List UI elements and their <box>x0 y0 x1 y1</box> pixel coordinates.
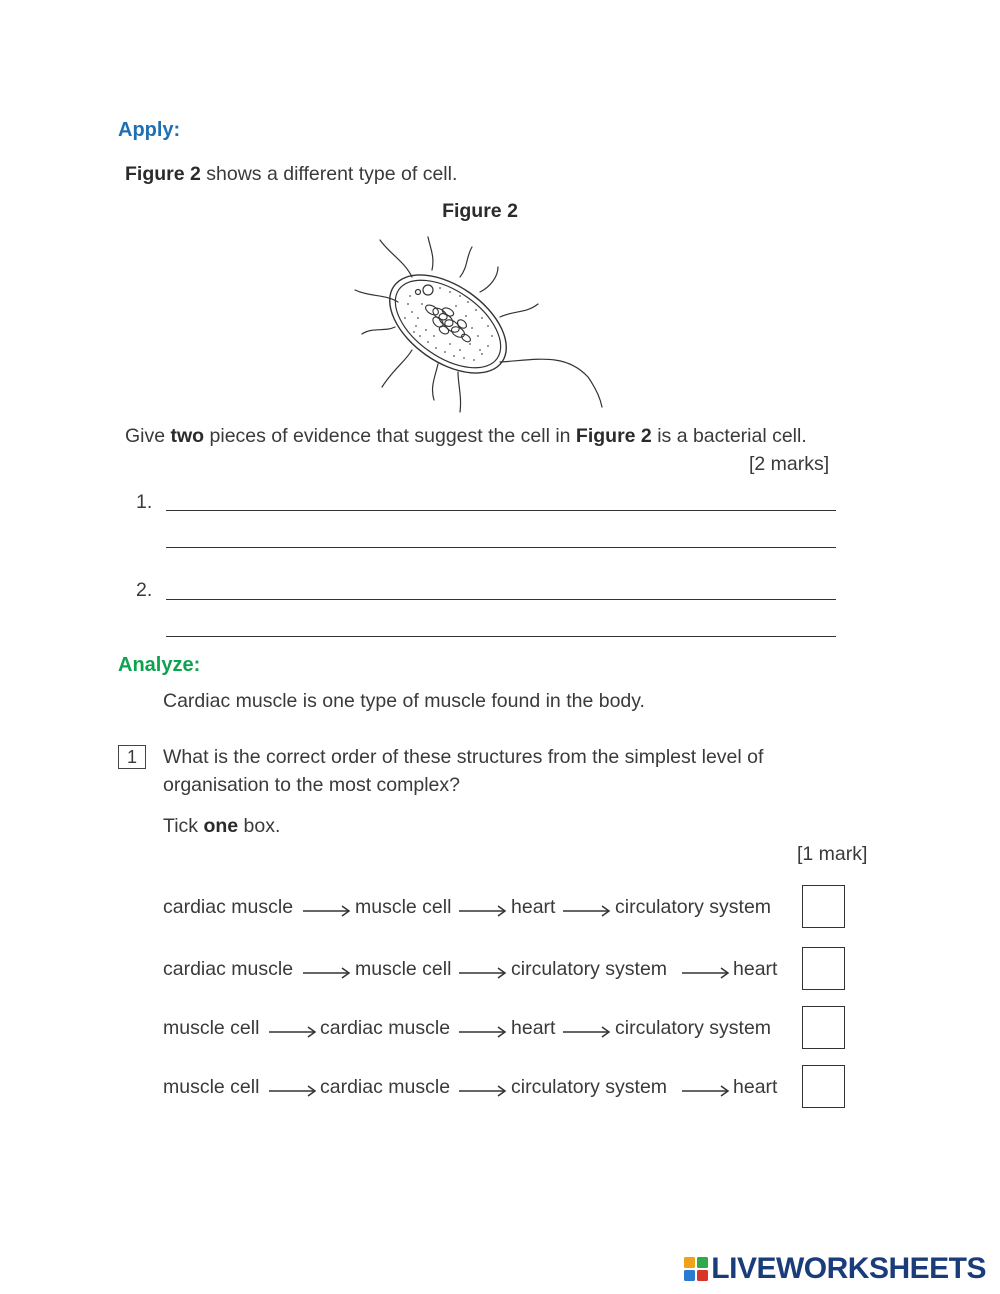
flagellum <box>380 240 412 277</box>
arrow-icon <box>459 967 507 979</box>
tick-text: box. <box>238 815 281 837</box>
flagellum <box>480 267 498 292</box>
apply-intro-bold: Figure 2 <box>125 163 201 185</box>
answer-line-2b[interactable] <box>166 636 836 637</box>
option-term: cardiac muscle <box>320 1017 451 1039</box>
option-term: heart <box>733 1076 778 1098</box>
arrow-icon <box>303 967 351 979</box>
bacterial-cell-figure <box>350 232 610 417</box>
option-term: muscle cell <box>355 896 452 918</box>
flagellum <box>458 372 461 412</box>
apply-question <box>125 425 807 448</box>
option-term: circulatory system <box>511 958 668 980</box>
question-number-box: 1 <box>118 745 146 769</box>
option-term: heart <box>511 896 556 918</box>
option-term: muscle cell <box>163 1017 260 1039</box>
arrow-icon <box>682 1085 730 1097</box>
tick-bold: one <box>203 815 239 837</box>
tick-instruction <box>163 815 280 838</box>
option-term: heart <box>733 958 778 980</box>
flagellum <box>362 327 395 334</box>
question-text: pieces of evidence that suggest the cell in <box>204 425 576 447</box>
ribosomes <box>404 287 493 361</box>
tick-box-1[interactable] <box>802 885 845 928</box>
logo-grid-icon <box>684 1257 708 1281</box>
option-term: circulatory system <box>615 896 772 918</box>
tick-text: Tick <box>163 815 204 837</box>
option-term: cardiac muscle <box>163 958 294 980</box>
option-term: muscle cell <box>163 1076 260 1098</box>
flagellum <box>433 364 438 400</box>
option-term: cardiac muscle <box>320 1076 451 1098</box>
analyze-question-line-1: What is the correct order of these structures from the simplest level of <box>163 746 764 768</box>
arrow-icon <box>459 1085 507 1097</box>
answer-number-2: 2. <box>136 579 153 601</box>
tick-box-4[interactable] <box>802 1065 845 1108</box>
arrow-icon <box>303 905 351 917</box>
liveworksheets-logo <box>684 1252 986 1286</box>
apply-intro <box>125 163 457 186</box>
arrow-icon <box>269 1085 317 1097</box>
apply-intro-rest: shows a different type of cell. <box>200 163 458 185</box>
flagellum <box>382 350 412 387</box>
arrow-icon <box>682 967 730 979</box>
section-heading-apply: Apply: <box>118 119 181 141</box>
analyze-intro: Cardiac muscle is one type of muscle found in the body. <box>163 690 645 712</box>
flagellum <box>500 304 538 317</box>
arrow-icon <box>563 905 611 917</box>
option-term: heart <box>511 1017 556 1039</box>
question-text: Give <box>125 425 171 447</box>
figure-caption: Figure 2 <box>442 200 518 222</box>
nucleoid <box>424 303 472 343</box>
arrow-icon <box>459 1026 507 1038</box>
answer-line-1b[interactable] <box>166 547 836 548</box>
analyze-question-line-2: organisation to the most complex? <box>163 774 460 796</box>
long-flagellum <box>500 359 602 407</box>
option-term: circulatory system <box>511 1076 668 1098</box>
option-term: cardiac muscle <box>163 896 294 918</box>
section-heading-analyze: Analyze: <box>118 654 201 676</box>
answer-line-1a[interactable] <box>166 510 836 511</box>
arrow-icon <box>459 905 507 917</box>
question-bold: two <box>170 425 205 447</box>
tick-box-3[interactable] <box>802 1006 845 1049</box>
question-text: is a bacterial cell. <box>651 425 807 447</box>
option-term: circulatory system <box>615 1017 772 1039</box>
arrow-icon <box>269 1026 317 1038</box>
answer-number-1: 1. <box>136 491 153 513</box>
flagellum <box>428 237 433 270</box>
cell-wall <box>372 255 524 393</box>
vesicle <box>423 285 433 295</box>
arrow-icon <box>563 1026 611 1038</box>
vesicle <box>416 290 421 295</box>
answer-line-2a[interactable] <box>166 599 836 600</box>
question-bold: Figure 2 <box>575 425 652 447</box>
analyze-marks: [1 mark] <box>797 843 868 865</box>
option-term: muscle cell <box>355 958 452 980</box>
tick-box-2[interactable] <box>802 947 845 990</box>
apply-marks: [2 marks] <box>749 453 830 475</box>
flagellum <box>460 247 472 277</box>
logo-text: LIVEWORKSHEETS <box>711 1252 986 1285</box>
